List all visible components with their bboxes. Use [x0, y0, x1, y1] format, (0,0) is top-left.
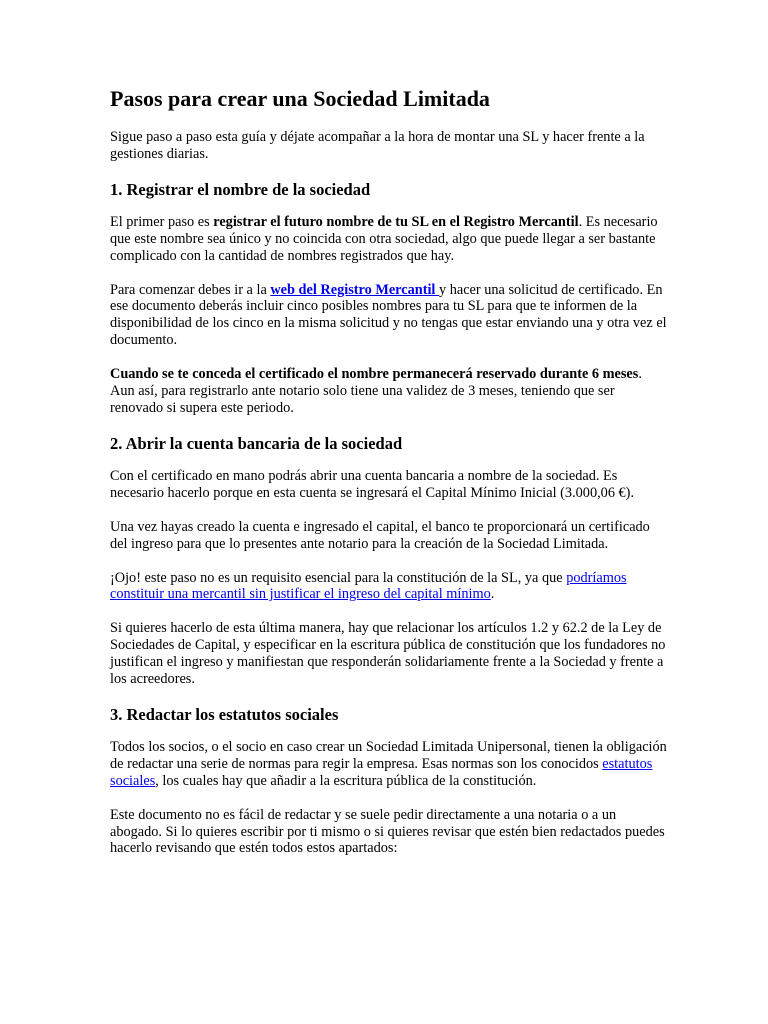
section-2-paragraph-2: Una vez hayas creado la cuenta e ingresado el capital, el banco te proporcionará un certificado del ingreso para que lo presentes ante notario para la creación de la Sociedad Limitada. [110, 518, 650, 552]
section-3-p1-text-a: Todos los socios, o el socio en caso crear un Sociedad Limitada Unipersonal, tienen la obligación de redactar una serie de normas para regir la empresa. Esas normas son los conocidos [110, 738, 667, 772]
section-1-p1-text-b: . Es necesario que este nombre sea único y no coincida con otra sociedad, algo que puede llegar a ser bastante complicado con la cantidad de nombres registrados que hay. [110, 213, 658, 264]
section-1-p2-text-a: Para comenzar debes ir a la [110, 281, 271, 298]
section-2-heading: 2. Abrir la cuenta bancaria de la sociedad [110, 433, 403, 453]
section-2-p3-text-b: . [490, 586, 495, 603]
section-1-p3-text-b: . Aun así, para registrarlo ante notario solo tiene una validez de 3 meses, teniendo que ser renovado si supera este periodo. [110, 366, 642, 416]
section-3-heading: 3. Redactar los estatutos sociales [110, 704, 339, 724]
section-1-p1-bold: registrar el futuro nombre de tu SL en el Registro Mercantil [213, 213, 579, 230]
section-2-paragraph-3 [110, 570, 668, 604]
capital-minimo-link[interactable]: podríamos constituir una mercantil sin justificar el ingreso del capital mínimo [110, 569, 627, 603]
section-3-paragraph-1 [110, 739, 668, 790]
intro-paragraph: Sigue paso a paso esta guía y déjate acompañar a la hora de montar una SL y hacer frente a la gestiones diarias. [110, 129, 645, 162]
section-1-p1-text-a: El primer paso es [110, 213, 214, 230]
section-1-heading: 1. Registrar el nombre de la sociedad [110, 179, 371, 199]
section-1-paragraph-3 [110, 366, 668, 417]
registro-mercantil-link[interactable]: web del Registro Mercantil [270, 281, 439, 298]
section-1-paragraph-1 [110, 214, 668, 265]
section-1-paragraph-2 [110, 282, 668, 350]
section-2-paragraph-4: Si quieres hacerlo de esta última manera, hay que relacionar los artículos 1.2 y 62.2 de la Ley de Sociedades de Capital, y especificar en la escritura pública de constitución que los fundadores no justifican el ingreso y manifiestan que responderán solidariamente frente a la Sociedad y frente a los acreedores. [110, 620, 666, 688]
page-title: Pasos para crear una Sociedad Limitada [110, 86, 490, 111]
estatutos-sociales-link[interactable]: estatutos sociales [110, 755, 653, 789]
section-1-p3-bold: Cuando se te conceda el certificado el nombre permanecerá reservado durante 6 meses [110, 366, 639, 383]
section-2-paragraph-1: Con el certificado en mano podrás abrir una cuenta bancaria a nombre de la sociedad. Es necesario hacerlo porque en esta cuenta se ingresará el Capital Mínimo Inicial (3.000,06 €). [110, 467, 635, 501]
section-3-paragraph-2: Este documento no es fácil de redactar y se suele pedir directamente a una notaria o a un abogado. Si lo quieres escribir por ti mismo o si quieres revisar que estén bien redactados puedes hacerlo revisando que estén todos estos apartados: [110, 806, 665, 857]
section-2-p3-text-a: ¡Ojo! este paso no es un requisito esencial para la constitución de la SL, ya que [110, 569, 567, 586]
section-3-p1-text-b: , los cuales hay que añadir a la escritura pública de la constitución. [155, 772, 537, 789]
section-1-p2-text-b: y hacer una solicitud de certificado. En ese documento deberás incluir cinco posibles nombres para tu SL para que te informen de la disponibilidad de los cinco en la misma solicitud y no tengas que estar enviando una y otra vez el documento. [110, 281, 667, 349]
